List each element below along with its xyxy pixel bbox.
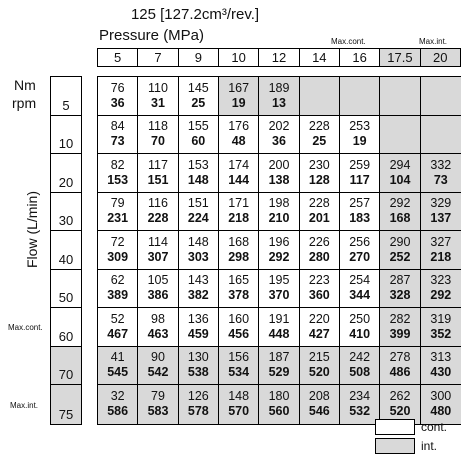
speed-value: 70 [151, 134, 165, 149]
grid-cell [179, 385, 219, 424]
grid-cell [300, 193, 340, 232]
speed-value: 399 [389, 326, 411, 341]
speed-value: 298 [228, 249, 250, 264]
torque-value: 195 [268, 273, 290, 288]
grid-cell [421, 116, 461, 155]
flow-value: 60 [58, 328, 74, 344]
pressure-axis-label: Pressure (MPa) [99, 27, 205, 44]
speed-value: 520 [389, 404, 411, 419]
grid-cell [98, 154, 138, 193]
legend-cont-swatch [375, 419, 415, 435]
grid-cell [179, 116, 219, 155]
grid-cell [421, 193, 461, 232]
grid-cell [219, 270, 259, 309]
torque-value: 234 [349, 389, 371, 404]
flow-cell [51, 231, 81, 270]
grid-cell [179, 154, 219, 193]
speed-value: 183 [349, 211, 371, 226]
speed-value: 545 [107, 365, 129, 380]
grid-cell [300, 231, 340, 270]
speed-value: 370 [268, 288, 290, 303]
torque-value: 323 [430, 273, 452, 288]
speed-unit-label: rpm [12, 95, 37, 111]
grid-cell [380, 193, 420, 232]
torque-value: 110 [148, 80, 168, 95]
grid-cell [259, 77, 299, 116]
speed-value: 467 [107, 326, 129, 341]
grid-cell [219, 77, 259, 116]
grid-cell [179, 270, 219, 309]
pressure-header-cell: 14 [300, 49, 340, 66]
grid-cell [219, 308, 259, 347]
grid-cell [259, 231, 299, 270]
flow-value: 10 [58, 136, 74, 151]
grid-cell [380, 385, 420, 424]
torque-value: 242 [349, 350, 371, 365]
flow-value: 5 [62, 97, 70, 113]
grid-cell [259, 270, 299, 309]
grid-cell [300, 270, 340, 309]
grid-cell [300, 385, 340, 424]
legend-int-label: int. [421, 439, 438, 453]
grid-cell [98, 77, 138, 116]
speed-value: 303 [187, 249, 209, 264]
flow-cell [51, 308, 81, 347]
speed-value: 36 [272, 134, 286, 149]
grid-cell [138, 154, 178, 193]
grid-cell [380, 77, 420, 116]
grid-cell [340, 154, 380, 193]
grid-cell [380, 270, 420, 309]
speed-value: 542 [147, 365, 169, 380]
torque-value: 200 [268, 157, 290, 172]
grid-cell [300, 347, 340, 386]
speed-value: 480 [430, 404, 452, 419]
model-title: 125 [127.2cm³/rev.] [130, 6, 260, 23]
torque-value: 82 [110, 157, 125, 172]
torque-value: 167 [228, 80, 250, 95]
grid-cell [300, 77, 340, 116]
max-int-pressure-tag: Max.int. [419, 37, 448, 46]
flow-cell [51, 193, 81, 232]
grid-cell [421, 308, 461, 347]
speed-value: 360 [308, 288, 330, 303]
speed-value: 252 [389, 249, 411, 264]
speed-value: 410 [349, 326, 371, 341]
torque-value: 300 [430, 389, 452, 404]
speed-value: 520 [308, 365, 330, 380]
flow-value: 20 [58, 174, 74, 190]
grid-cell [138, 270, 178, 309]
speed-value: 389 [107, 288, 129, 303]
speed-value: 104 [389, 172, 411, 187]
speed-value: 382 [187, 288, 209, 303]
torque-value: 198 [268, 196, 290, 211]
speed-value: 231 [107, 211, 129, 226]
grid-cell [259, 116, 299, 155]
grid-cell [421, 231, 461, 270]
speed-value: 48 [231, 134, 246, 149]
grid-cell [340, 231, 380, 270]
torque-value: 230 [308, 157, 330, 172]
torque-value: 62 [110, 273, 125, 288]
speed-value: 280 [308, 249, 330, 264]
grid-cell [380, 231, 420, 270]
torque-value: 253 [349, 119, 371, 134]
torque-value: 98 [151, 311, 165, 326]
speed-value: 19 [352, 134, 367, 149]
grid-cell [219, 347, 259, 386]
grid-cell [380, 154, 420, 193]
speed-value: 352 [430, 326, 452, 341]
speed-value: 459 [187, 326, 209, 341]
torque-value: 278 [389, 350, 411, 365]
torque-value: 189 [268, 80, 290, 95]
legend-cont-label: cont. [421, 420, 448, 434]
grid-cell [259, 193, 299, 232]
torque-value: 262 [389, 389, 411, 404]
grid-cell [340, 116, 380, 155]
torque-value: 52 [110, 311, 125, 326]
speed-value: 25 [312, 134, 327, 149]
speed-value: 378 [228, 288, 250, 303]
speed-value: 586 [107, 404, 129, 419]
flow-value: 70 [58, 367, 74, 382]
torque-value: 136 [187, 311, 209, 326]
torque-value: 145 [187, 80, 209, 95]
torque-value: 254 [349, 273, 371, 288]
torque-value: 329 [430, 196, 452, 211]
speed-value: 538 [187, 365, 209, 380]
speed-value: 19 [231, 95, 246, 110]
torque-value: 105 [147, 273, 169, 288]
torque-value: 313 [430, 350, 452, 365]
grid-cell [138, 385, 178, 424]
speed-value: 386 [147, 288, 169, 303]
speed-value: 60 [191, 134, 206, 149]
grid-cell [380, 116, 420, 155]
grid-cell [98, 385, 138, 424]
torque-value: 226 [308, 234, 330, 249]
torque-value: 148 [187, 234, 209, 249]
torque-value: 187 [268, 350, 290, 365]
grid-cell [179, 347, 219, 386]
grid-cell [300, 154, 340, 193]
grid-cell [219, 154, 259, 193]
grid-cell [340, 270, 380, 309]
torque-value: 151 [187, 196, 209, 211]
speed-value: 218 [228, 211, 250, 226]
torque-value: 282 [389, 311, 411, 326]
torque-value: 156 [228, 350, 250, 365]
pressure-header-cell: 5 [98, 49, 138, 66]
speed-value: 578 [187, 404, 209, 419]
grid-cell [98, 116, 138, 155]
torque-value: 130 [187, 350, 209, 365]
speed-value: 463 [147, 326, 169, 341]
speed-value: 31 [151, 95, 165, 110]
max-cont-pressure-tag: Max.cont. [331, 37, 366, 46]
speed-value: 486 [389, 365, 411, 380]
torque-value: 191 [268, 311, 290, 326]
flow-value: 75 [58, 406, 74, 422]
grid-cell [138, 308, 178, 347]
speed-value: 309 [107, 249, 129, 264]
legend-int-swatch [375, 438, 415, 454]
torque-value: 41 [110, 350, 125, 365]
grid-cell [259, 385, 299, 424]
grid-cell [98, 270, 138, 309]
grid-cell [219, 385, 259, 424]
pressure-header-cell: 10 [219, 49, 259, 66]
grid-cell [179, 77, 219, 116]
grid-cell [259, 308, 299, 347]
grid-cell [300, 116, 340, 155]
grid-cell [138, 231, 178, 270]
torque-value: 90 [151, 350, 165, 365]
grid-cell [138, 77, 178, 116]
torque-value: 250 [349, 311, 371, 326]
grid-cell [421, 77, 461, 116]
speed-value: 228 [147, 211, 169, 226]
speed-value: 292 [430, 288, 452, 303]
torque-value: 319 [430, 311, 452, 326]
flow-cell [51, 270, 81, 309]
speed-value: 73 [110, 134, 125, 149]
pressure-header-cell: 9 [179, 49, 219, 66]
speed-value: 570 [228, 404, 250, 419]
torque-value: 208 [308, 389, 330, 404]
pressure-header-cell: 7 [138, 49, 178, 66]
grid-cell [138, 347, 178, 386]
torque-value: 287 [389, 273, 411, 288]
grid-cell [340, 193, 380, 232]
grid-cell [340, 308, 380, 347]
torque-value: 292 [389, 196, 411, 211]
torque-value: 259 [349, 157, 371, 172]
grid-cell [98, 193, 138, 232]
pressure-header-cell: 20 [421, 49, 461, 66]
flow-value: 30 [58, 213, 74, 228]
speed-value: 430 [430, 365, 452, 380]
grid-cell [179, 193, 219, 232]
speed-value: 560 [268, 404, 290, 419]
grid-cell [340, 385, 380, 424]
speed-value: 153 [107, 172, 129, 187]
speed-value: 532 [349, 404, 371, 419]
flow-cell [51, 116, 81, 155]
flow-cell [51, 347, 81, 386]
speed-value: 224 [187, 211, 209, 226]
torque-value: 215 [308, 350, 330, 365]
grid-cell [98, 308, 138, 347]
torque-value: 176 [228, 119, 250, 134]
grid-cell [219, 116, 259, 155]
max-cont-flow-tag: Max.cont. [8, 323, 43, 332]
grid-cell [138, 116, 178, 155]
flow-value: 40 [58, 251, 74, 267]
grid-cell [421, 385, 461, 424]
pressure-header-row [97, 48, 461, 67]
speed-value: 151 [147, 172, 169, 187]
speed-value: 546 [308, 404, 330, 419]
torque-value: 114 [148, 234, 168, 249]
speed-value: 144 [228, 172, 250, 187]
grid-cell [340, 347, 380, 386]
speed-value: 117 [349, 172, 370, 187]
speed-value: 210 [268, 211, 290, 226]
grid-cell [98, 231, 138, 270]
torque-value: 257 [349, 196, 371, 211]
flow-column [50, 76, 82, 425]
speed-value: 307 [147, 249, 169, 264]
speed-value: 25 [191, 95, 206, 110]
torque-value: 228 [308, 196, 330, 211]
torque-value: 79 [151, 389, 165, 404]
speed-value: 128 [308, 172, 330, 187]
torque-value: 84 [110, 119, 125, 134]
torque-value: 223 [308, 273, 330, 288]
speed-value: 36 [110, 95, 125, 110]
torque-value: 160 [228, 311, 250, 326]
torque-value: 76 [110, 80, 125, 95]
torque-value: 168 [228, 234, 250, 249]
torque-value: 72 [110, 234, 125, 249]
grid-cell [179, 231, 219, 270]
speed-value: 148 [187, 172, 209, 187]
flow-cell [51, 154, 81, 193]
grid-cell [259, 154, 299, 193]
torque-value: 126 [187, 389, 209, 404]
speed-value: 201 [308, 211, 330, 226]
torque-value: 116 [148, 196, 168, 211]
torque-unit-label: Nm [14, 77, 36, 93]
grid-cell [219, 193, 259, 232]
pressure-header-cell: 17.5 [380, 49, 420, 66]
flow-cell [51, 385, 81, 424]
flow-axis-label: Flow (L/min) [24, 190, 40, 268]
speed-value: 270 [349, 249, 371, 264]
grid-cell [98, 347, 138, 386]
torque-value: 228 [308, 119, 330, 134]
torque-value: 143 [187, 273, 209, 288]
speed-value: 328 [389, 288, 411, 303]
speed-value: 218 [430, 249, 452, 264]
speed-value: 344 [349, 288, 371, 303]
speed-value: 292 [268, 249, 290, 264]
speed-value: 73 [433, 172, 448, 187]
grid-cell [421, 347, 461, 386]
speed-value: 13 [272, 95, 286, 110]
speed-value: 456 [228, 326, 250, 341]
speed-value: 534 [228, 365, 250, 380]
torque-value: 220 [308, 311, 330, 326]
grid-cell [219, 231, 259, 270]
torque-value: 196 [268, 234, 290, 249]
torque-value: 171 [228, 196, 250, 211]
torque-value: 180 [268, 389, 290, 404]
pressure-header-cell: 16 [340, 49, 380, 66]
performance-grid [97, 76, 461, 425]
speed-value: 138 [268, 172, 290, 187]
torque-value: 165 [228, 273, 250, 288]
speed-value: 529 [268, 365, 290, 380]
speed-value: 168 [389, 211, 411, 226]
flow-value: 50 [58, 290, 74, 305]
torque-value: 117 [148, 157, 168, 172]
torque-value: 32 [110, 389, 125, 404]
torque-value: 153 [187, 157, 209, 172]
grid-cell [421, 270, 461, 309]
grid-cell [380, 308, 420, 347]
torque-value: 155 [187, 119, 209, 134]
speed-value: 427 [308, 326, 330, 341]
torque-value: 256 [349, 234, 371, 249]
torque-value: 332 [430, 157, 452, 172]
torque-value: 148 [228, 389, 250, 404]
torque-value: 118 [148, 119, 168, 134]
grid-cell [380, 347, 420, 386]
grid-cell [259, 347, 299, 386]
max-int-flow-tag: Max.int. [10, 401, 39, 410]
torque-value: 202 [268, 119, 290, 134]
grid-cell [340, 77, 380, 116]
torque-value: 174 [228, 157, 250, 172]
torque-value: 327 [430, 234, 452, 249]
speed-value: 508 [349, 365, 371, 380]
speed-value: 137 [430, 211, 452, 226]
torque-value: 294 [389, 157, 411, 172]
grid-cell [421, 154, 461, 193]
torque-value: 79 [110, 196, 125, 211]
flow-cell [51, 77, 81, 116]
torque-value: 290 [389, 234, 411, 249]
pressure-header-cell: 12 [259, 49, 299, 66]
speed-value: 448 [268, 326, 290, 341]
speed-value: 583 [147, 404, 169, 419]
grid-cell [300, 308, 340, 347]
grid-cell [138, 193, 178, 232]
grid-cell [179, 308, 219, 347]
